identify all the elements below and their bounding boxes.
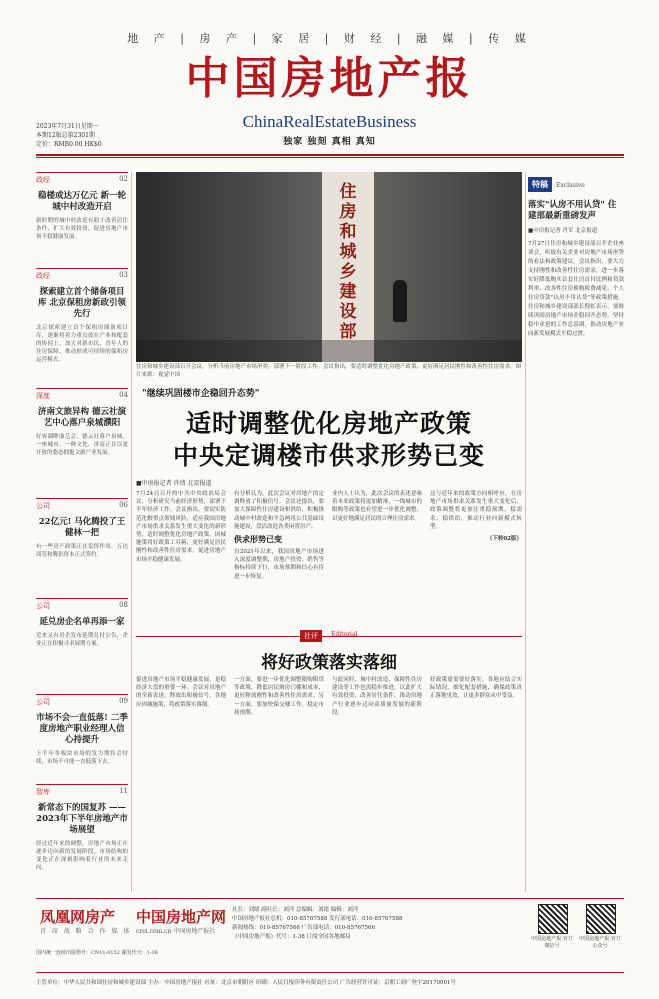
photo-shadow xyxy=(136,340,522,362)
lead-col-4-text: 这与近年来的政策方向相呼应，在房地产市场供求关系发生重大变化后，政策调整将更加注重稳预期、稳需求、稳供给，推动行业向新模式转型。 xyxy=(430,491,522,530)
sidebar-item[interactable] xyxy=(36,268,128,364)
sidebar-section: 政经 xyxy=(36,176,50,184)
ifeng-logo[interactable]: 凤凰网房产 xyxy=(40,908,116,926)
editorial-tag-en: Editorial xyxy=(331,631,358,638)
sidebar-item[interactable] xyxy=(36,172,128,241)
right-column xyxy=(528,172,624,339)
sidebar-section: 智库 xyxy=(36,788,50,796)
photo-caption: 住房和城乡建设部召开会议，分析当前房地产市场形势，部署下一阶段工作。会议指出，要适时调整优化房地产政策，更好满足居民刚性和改善性住房需求。图片来源：视觉中国 xyxy=(136,364,522,378)
crei-logo-sub: crei.com.cn 中国房地产报社 xyxy=(136,928,216,935)
bottom-line: 主管单位：中华人民共和国住房和城乡建设部 主办：中国房地产报社 社址：北京市朝阳区 印刷：人民日报印务有限责任公司 广告经营许可证：京朝工商广登字20170001号 xyxy=(36,980,456,986)
footer-info-line: 新闻热线：010-85767566 广告部电话：010-85767566 xyxy=(232,925,375,931)
sidebar-section: 深度 xyxy=(36,392,50,400)
sidebar-title[interactable]: 市场不会一直低落! 二季度房地产职业经理人信心持提升 xyxy=(36,713,128,745)
sidebar-section: 公司 xyxy=(36,502,50,510)
ministry-sign-text: 住房和城乡建设部 xyxy=(339,182,357,342)
sidebar-title[interactable]: 新常态下的国复苏 ——2023年下半年房地产市场展望 xyxy=(36,803,128,835)
header-rule xyxy=(36,154,624,156)
qr-label: 中国房地产报 官方公众号 xyxy=(579,936,621,949)
sidebar-item[interactable] xyxy=(36,598,128,648)
sidebar-page: 04 xyxy=(119,391,128,399)
editorial-col-4: 好政策更需要好落实。各地应结合实际情况，细化配套措施，确保政策真正落地见效，让更多群众从中受益。 xyxy=(430,677,522,700)
lead-col-2 xyxy=(234,490,324,581)
right-divider xyxy=(525,172,526,892)
lead-col-2-text: 有分析认为，此次会议对房地产的定调释放了积极信号。会议还提出，要加大保障性住房建设和供给，积极推动城中村改造和平急两用公共基础设施建设，盘活改造各类闲置房产。 xyxy=(234,491,324,530)
lead-headline-line2: 中央定调楼市供求形势已变 xyxy=(172,441,485,470)
crei-logo[interactable]: 中国房地产网 xyxy=(136,908,227,926)
exclusive-title[interactable]: 落实"认房不用认贷" 住建部最新重磅发声 xyxy=(528,200,617,221)
footer-rule xyxy=(36,898,624,899)
sidebar-title[interactable]: 稳楼或达万亿元 新一轮城中村改造开启 xyxy=(38,191,126,212)
exclusive-label: 特稿 xyxy=(528,177,552,192)
lead-headline-line1: 适时调整优化房地产政策 xyxy=(185,409,472,438)
sidebar-title[interactable]: 探索建立首个储备项目库 北京保租房新政引领先行 xyxy=(38,287,126,319)
masthead: 中国房地产报 xyxy=(185,53,474,104)
lead-photo xyxy=(136,172,522,362)
issue-number: 本期12版总第2301期 xyxy=(36,132,95,139)
sidebar-page: 08 xyxy=(119,601,128,609)
qr-code-icon[interactable] xyxy=(586,904,616,934)
lead-col-1: 7月24日召开的中共中央政治局会议，分析研究当前经济形势，部署下半年经济工作。会议指出，要切实防范化解重点领域风险，适应我国房地产市场供求关系发生重大变化的新形势，适时调整优化房地产政策，因城施策用好政策工具箱，更好满足居民刚性和改善性住房需求，促进房地产市场平稳健康发展。 xyxy=(136,491,226,563)
editorial-col-1: 促进房地产市场平稳健康发展，是稳经济大盘的重要一环。会议对房地产的全新表述，释放出积极信号，各地应因城施策，将政策落实落细。 xyxy=(136,677,226,708)
lead-col-3: 业内人士认为，此次会议的表述意味着未来政策将更加精准，一线城市的限购等政策也有望进一步优化调整，以更好地满足居民的合理住房需求。 xyxy=(332,491,422,522)
masthead-tagline: 独家 独刻 真相 真知 xyxy=(283,137,376,147)
sidebar-text: 近来又有房企发布延期兑付公告，企业正在积极寻求展期方案。 xyxy=(36,633,128,647)
sidebar-page: 06 xyxy=(119,501,128,509)
sidebar-text: 北京探索建立首个保租房储备项目库，逐渐将着力重点放在产业和配套的协同上，加大对新市民、青年人的住房保障，推动形成可持续的保租房运营模式。 xyxy=(36,325,128,363)
lead-continue[interactable]: （下转02版） xyxy=(486,536,522,543)
sidebar-title[interactable]: 济南文旅异构 德云社演艺中心落户泉城濮阳 xyxy=(38,407,126,428)
qr-code-icon[interactable] xyxy=(538,904,568,934)
ifeng-logo-sub: 首 席 战 略 合 作 媒 体 xyxy=(40,928,132,935)
sidebar-item[interactable] xyxy=(36,784,128,872)
sidebar-text: 经过近年来的调整，房地产市场正在逐步迈向新的发展阶段，市场结构的变化正在深刻影响着行业的未来走向。 xyxy=(36,841,128,871)
sidebar-title[interactable]: 延兑房企名单再添一家 xyxy=(39,617,125,627)
bottom-rule xyxy=(36,972,624,973)
sidebar-section: 公司 xyxy=(36,698,50,706)
lead-section-title: 供求形势已变 xyxy=(234,534,282,545)
sidebar-text: 好客湖畔曲艺会，德云社落户泉城。一座城市，一种文化，济南正在以更开放的姿态拥抱文旅产业发展。 xyxy=(36,434,128,456)
sidebar-text: 有一些房产政策正在发挥作用，万达商管和腾讯资本正式签约。 xyxy=(36,544,128,558)
qr-label: 中国房地产报 官方微信号 xyxy=(531,936,573,949)
editorial-col-3: 与此同时，城中村改造、保障性住房建设等工作也需稳步推进，以此扩大有效投资，改善居住条件，推动房地产行业逐步迈向高质量发展的新阶段。 xyxy=(332,677,422,716)
sidebar-section: 公司 xyxy=(36,602,50,610)
lead-col-2-more: 自2021年以来，我国房地产市场进入深度调整期，房地产投资、销售等指标持续下行，市场预期和信心有待进一步恢复。 xyxy=(234,549,324,580)
sidebar-page: 02 xyxy=(119,175,128,183)
lead-headline[interactable] xyxy=(136,408,522,472)
issue-date: 2023年7月31日星期一 xyxy=(36,123,99,130)
sidebar-page: 03 xyxy=(119,271,128,279)
lead-col-4 xyxy=(430,490,522,543)
footer-info-line: 社长：刘绪 副社长：刘洋 总编辑：刘绪 编辑：刘洋 xyxy=(232,907,359,913)
sidebar-item[interactable] xyxy=(36,388,128,457)
sidebar-item[interactable] xyxy=(36,498,128,559)
masthead-english: ChinaRealEstateBusiness xyxy=(242,112,417,131)
sidebar-title[interactable]: 22亿元! 马化腾投了王健林一把 xyxy=(38,517,126,538)
person-silhouette xyxy=(393,280,407,322)
lead-byline: ■中房报记者 许倩 北京报道 xyxy=(136,480,212,487)
issue-price: 定价：RMB0.00 HK$0 xyxy=(36,141,102,148)
editorial-tag: 社评 xyxy=(300,630,322,642)
exclusive-text: 7月27日住房和城乡建设部召开企业座谈会，听取有关企业对房地产市场形势的看法和政策建议。会议指出，要大力支持刚性和改善性住房需求，进一步落实好降低购买首套住房首付比例和贷款利率、改善性住房换购税费减免、个人住房贷款"认房不用认贷"等政策措施。住房和城乡建设部部长倪虹表示，要继续巩固房地产市场企稳回升态势，坚持稳中求进的工作总基调，推动房地产业向新发展模式平稳过渡。 xyxy=(528,241,624,337)
sidebar-page: 09 xyxy=(119,697,128,705)
editorial-col-2: 一方面，要进一步优化调整限购限贷等政策，降低居民购房门槛和成本，更好释放刚性和改善性住房需求。另一方面，要加快保交楼工作，稳定市场预期。 xyxy=(234,677,324,716)
footer-info xyxy=(232,906,522,942)
sidebar-item[interactable] xyxy=(36,694,128,766)
issue-info xyxy=(36,122,102,149)
footer-info-line: 中国房地产报社总机：010-85767588 发行部电话：010-85767588 xyxy=(232,916,403,922)
header-rule-thin xyxy=(36,157,624,158)
exclusive-label-en: Exclusive xyxy=(556,182,585,189)
sidebar-section: 政经 xyxy=(36,272,50,280)
sidebar-page: 11 xyxy=(119,787,128,795)
top-slogan: 地 产 | 房 产 | 家 居 | 财 经 | 融 媒 | 传 媒 xyxy=(127,32,532,45)
editorial-headline[interactable]: 将好政策落实落细 xyxy=(261,653,397,673)
exclusive-byline: ■中房报记者 肖军 北京报道 xyxy=(528,228,598,234)
sidebar-text: 下半年各板块市场的发力期将会持续，市场不可能一直低落下去。 xyxy=(36,751,128,765)
sidebar-text: 新时期的城中村改造有助于改善居住条件，扩大有效投资，促进房地产市场平稳健康发展。 xyxy=(36,218,128,240)
footer-info-line: 《中国房地产报》代号：1-38 订阅全国各地邮局 xyxy=(232,934,351,940)
editorial-rule xyxy=(136,636,522,637)
registration: 国内统一连续出版物号：CN11-0152 邮发代号：1-38 xyxy=(36,950,158,956)
lead-subhead: "继续巩固楼市企稳回升态势" xyxy=(142,389,260,399)
sidebar-divider xyxy=(131,172,132,892)
